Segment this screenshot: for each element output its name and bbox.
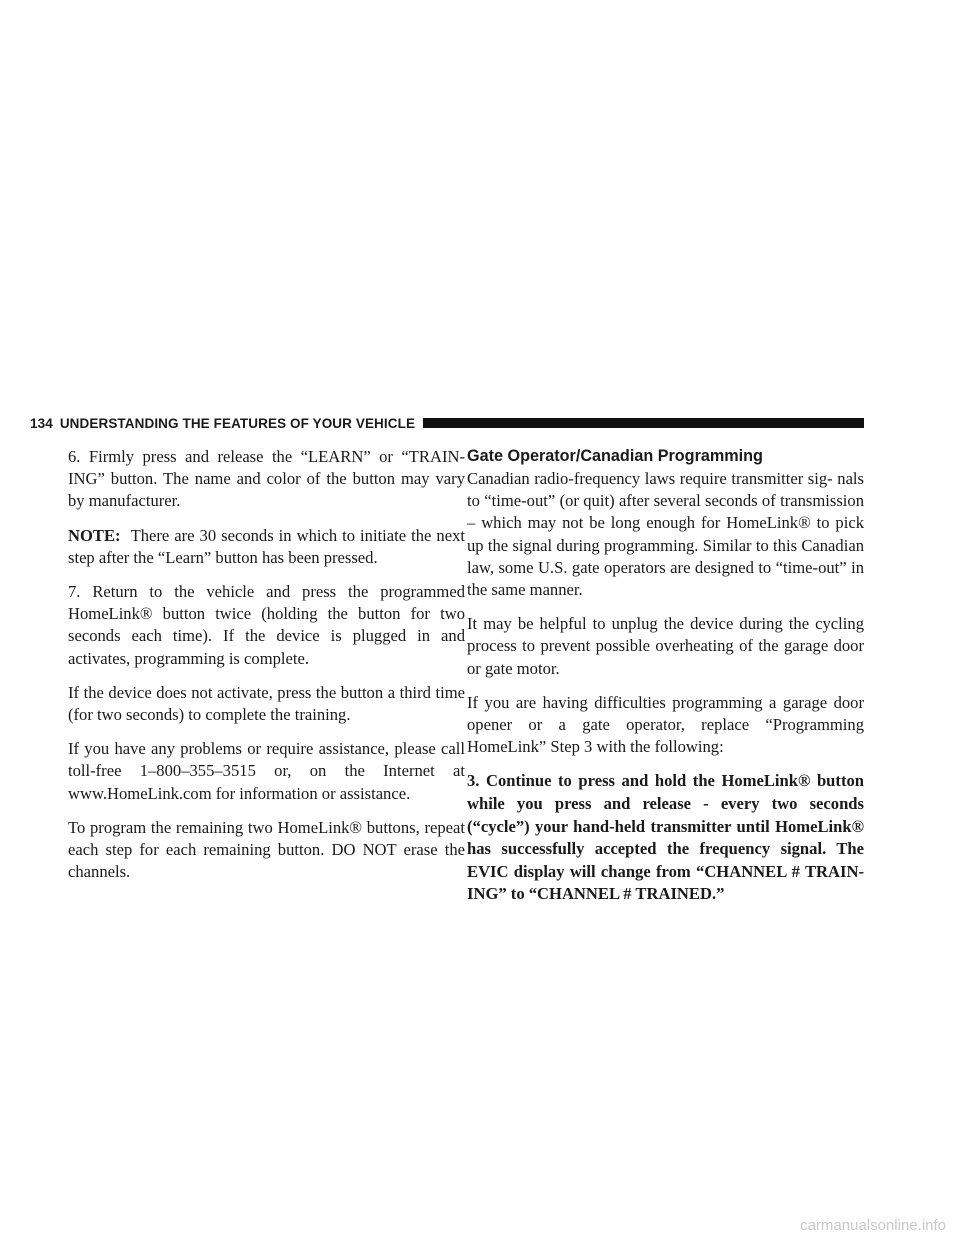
difficulties-paragraph: If you are having difficulties programming a garage door opener or a gate operator, replace “Programming HomeLink” Step 3 with the following: — [467, 692, 864, 757]
note-label: NOTE: — [68, 525, 121, 545]
section-heading: Gate Operator/Canadian Programming — [467, 447, 763, 465]
remaining-buttons-paragraph: To program the remaining two HomeLink® buttons, repeat each step for each remaining button. DO NOT erase the channels. — [68, 817, 465, 882]
canadian-law-paragraph: Canadian radio-frequency laws require transmitter sig- nals to “time-out” (or quit) after several seconds of transmission – which may not be long enough for HomeLink® to pick up the signal during programming. Similar to this Canadian law, some U.S. gate operators are designed to “time-out” in the same manner. — [467, 469, 864, 600]
step-3-replacement-paragraph: 3. Continue to press and hold the HomeLink® button while you press and release - every two seconds (“cycle”) your hand-held transmitter until HomeLink® has successfully accepted the frequency signal. The EVIC display will change from “CHANNEL # TRAIN- ING” to “CHANNEL # TRAINED.” — [467, 771, 864, 904]
right-column — [467, 446, 864, 918]
header-rule — [423, 418, 864, 428]
section-title: UNDERSTANDING THE FEATURES OF YOUR VEHICLE — [59, 415, 416, 431]
unplug-paragraph: It may be helpful to unplug the device during the cycling process to prevent possible overheating of the garage door or gate motor. — [467, 614, 864, 678]
step-6-paragraph: 6. Firmly press and release the “LEARN” or “TRAIN- ING” button. The name and color of the button may vary by manufacturer. — [68, 447, 465, 511]
assistance-paragraph: If you have any problems or require assistance, please call toll-free 1–800–355–3515 or, on the Internet at www.HomeLink.com for information or assistance. — [68, 739, 465, 803]
third-time-paragraph: If the device does not activate, press the button a third time (for two seconds) to complete the training. — [68, 682, 465, 725]
note-text: There are 30 seconds in which to initiate the next step after the “Learn” button has been pressed. — [68, 525, 465, 567]
page-number: 134 — [30, 415, 53, 431]
page-header — [30, 415, 864, 431]
site-watermark: carmanualsonline.info — [800, 1217, 946, 1234]
left-column — [68, 446, 465, 895]
step-7-paragraph: 7. Return to the vehicle and press the programmed HomeLink® button twice (holding the button for two seconds each time). If the device is plugged in and activates, programming is complete. — [68, 582, 465, 668]
note-paragraph — [68, 525, 465, 569]
